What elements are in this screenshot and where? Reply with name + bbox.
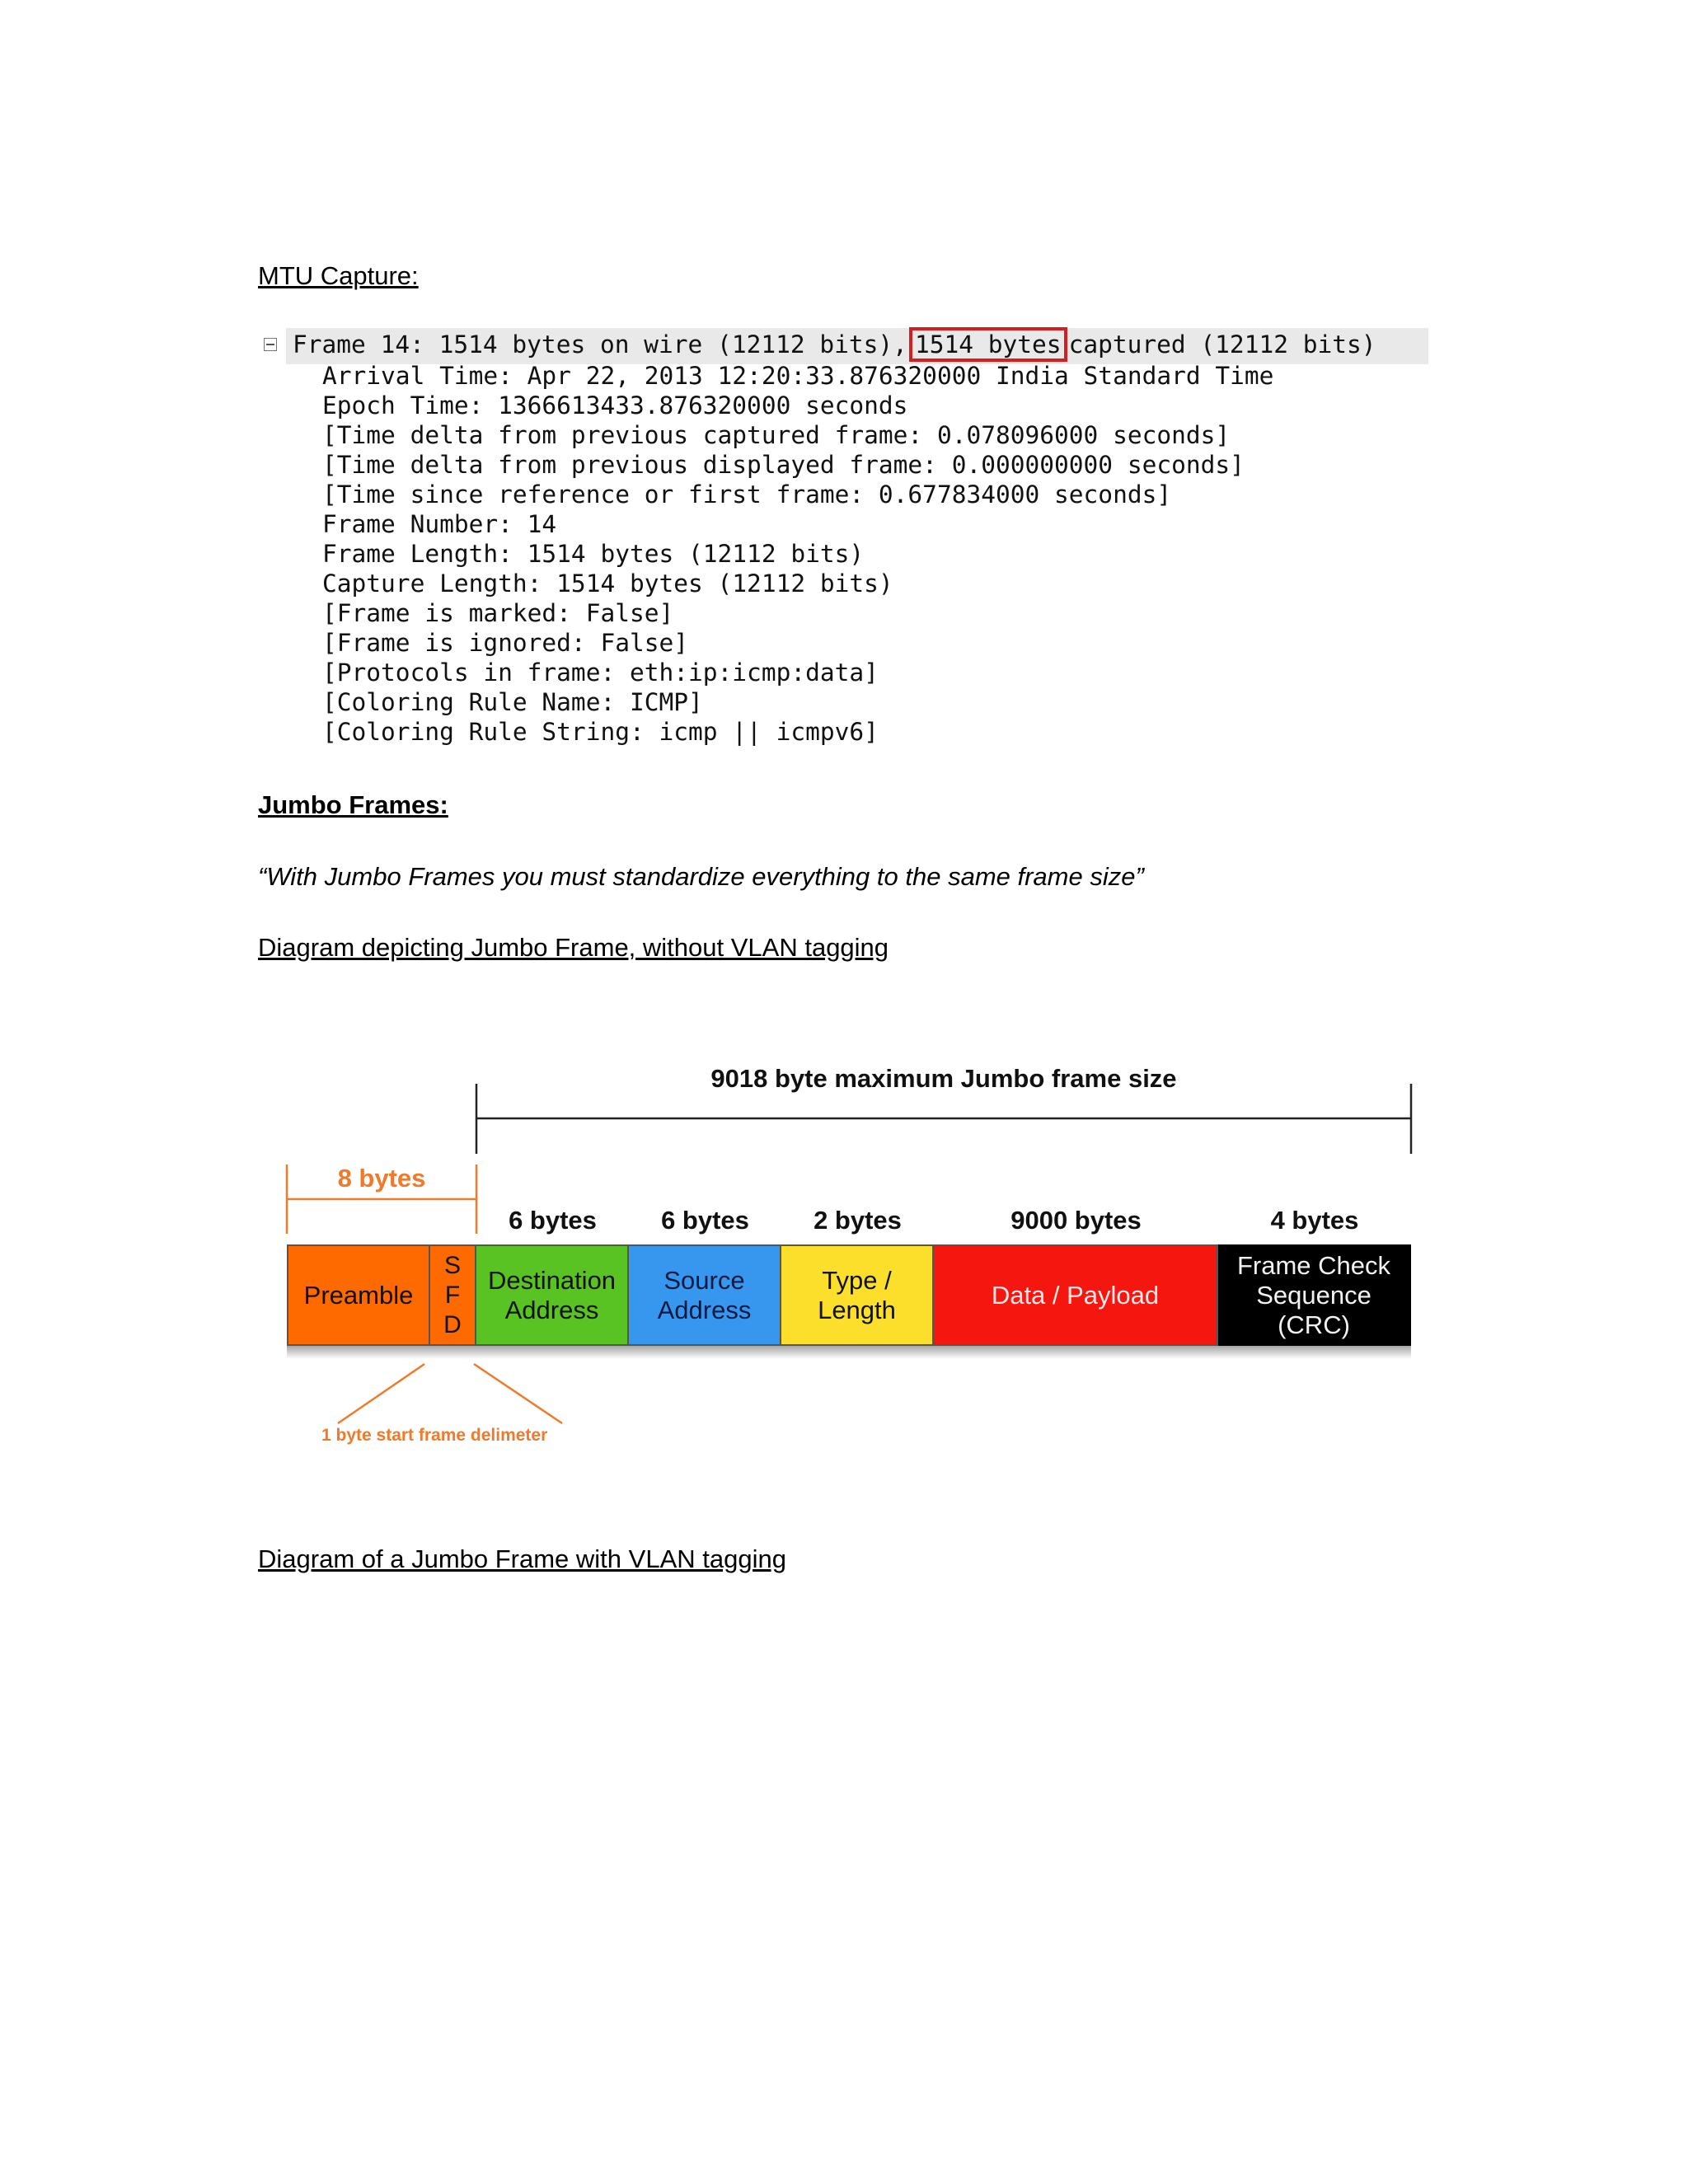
type-segment bbox=[781, 1244, 934, 1346]
jumbo-frame-diagram bbox=[280, 1043, 1426, 1463]
destination-bytes-label: 6 bytes bbox=[509, 1206, 597, 1235]
destination-label: Destination Address bbox=[487, 1265, 617, 1324]
jumbo-frames-heading: Jumbo Frames: bbox=[258, 790, 448, 819]
diagram-caption-without-vlan: Diagram depicting Jumbo Frame, without VLAN tagging bbox=[258, 933, 889, 962]
sfd-note: 1 byte start frame delimeter bbox=[321, 1426, 548, 1445]
preamble-segment bbox=[287, 1244, 429, 1346]
capture-detail-line: Frame Length: 1514 bytes (12112 bits) bbox=[322, 540, 865, 568]
type-label: Type / Length bbox=[818, 1265, 896, 1324]
capture-detail-line: [Time delta from previous captured frame: 0.078096000 seconds] bbox=[322, 421, 1231, 449]
capture-detail-line: [Coloring Rule Name: ICMP] bbox=[322, 688, 703, 716]
frame-summary-prefix: Frame 14: 1514 bytes on wire (12112 bits), bbox=[293, 330, 907, 359]
payload-segment bbox=[934, 1244, 1218, 1346]
diagram-caption-with-vlan: Diagram of a Jumbo Frame with VLAN tagging bbox=[258, 1544, 786, 1573]
jumbo-frames-quote: “With Jumbo Frames you must standardize everything to the same frame size” bbox=[258, 862, 1144, 891]
preamble-label: Preamble bbox=[303, 1280, 414, 1310]
source-label: Source Address bbox=[657, 1265, 752, 1324]
source-segment bbox=[629, 1244, 781, 1346]
frame-summary-line[interactable] bbox=[293, 330, 1376, 359]
sfd-label: S F D bbox=[443, 1251, 462, 1338]
payload-label: Data / Payload bbox=[991, 1280, 1160, 1310]
sfd-callout-line bbox=[474, 1364, 562, 1423]
capture-detail-line: [Frame is marked: False] bbox=[322, 599, 674, 627]
capture-detail-line: Arrival Time: Apr 22, 2013 12:20:33.876320000 India Standard Time bbox=[322, 362, 1274, 390]
capture-detail-line: [Protocols in frame: eth:ip:icmp:data] bbox=[322, 658, 879, 687]
frame-bar-shadow bbox=[287, 1346, 1411, 1359]
frame-summary-suffix: captured (12112 bits) bbox=[1068, 330, 1376, 359]
preamble-bytes-label: 8 bytes bbox=[337, 1164, 426, 1193]
capture-detail-line: [Time since reference or first frame: 0.677834000 seconds] bbox=[322, 480, 1172, 509]
capture-detail-line: Capture Length: 1514 bytes (12112 bits) bbox=[322, 569, 893, 598]
capture-detail-line: [Time delta from previous displayed frame: 0.000000000 seconds] bbox=[322, 451, 1245, 479]
diagram-title: 9018 byte maximum Jumbo frame size bbox=[710, 1064, 1177, 1093]
sfd-segment bbox=[429, 1244, 476, 1346]
fcs-label: Frame Check Sequence (CRC) bbox=[1236, 1250, 1391, 1339]
capture-detail-line: Epoch Time: 1366613433.876320000 seconds bbox=[322, 391, 908, 419]
fcs-segment bbox=[1218, 1244, 1411, 1346]
destination-segment bbox=[476, 1244, 629, 1346]
fcs-bytes-label: 4 bytes bbox=[1270, 1206, 1359, 1235]
source-bytes-label: 6 bytes bbox=[661, 1206, 749, 1235]
capture-detail-line: [Coloring Rule String: icmp || icmpv6] bbox=[322, 718, 879, 746]
captured-bytes-highlight: 1514 bytes bbox=[909, 327, 1067, 362]
collapse-toggle-icon[interactable] bbox=[264, 338, 277, 351]
mtu-capture-heading: MTU Capture: bbox=[258, 261, 419, 290]
type-bytes-label: 2 bytes bbox=[814, 1206, 902, 1235]
sfd-callout-line bbox=[338, 1364, 424, 1423]
capture-detail-line: [Frame is ignored: False] bbox=[322, 629, 689, 657]
packet-capture-panel bbox=[258, 328, 1428, 765]
payload-bytes-label: 9000 bytes bbox=[1010, 1206, 1142, 1235]
capture-detail-line: Frame Number: 14 bbox=[322, 510, 557, 538]
